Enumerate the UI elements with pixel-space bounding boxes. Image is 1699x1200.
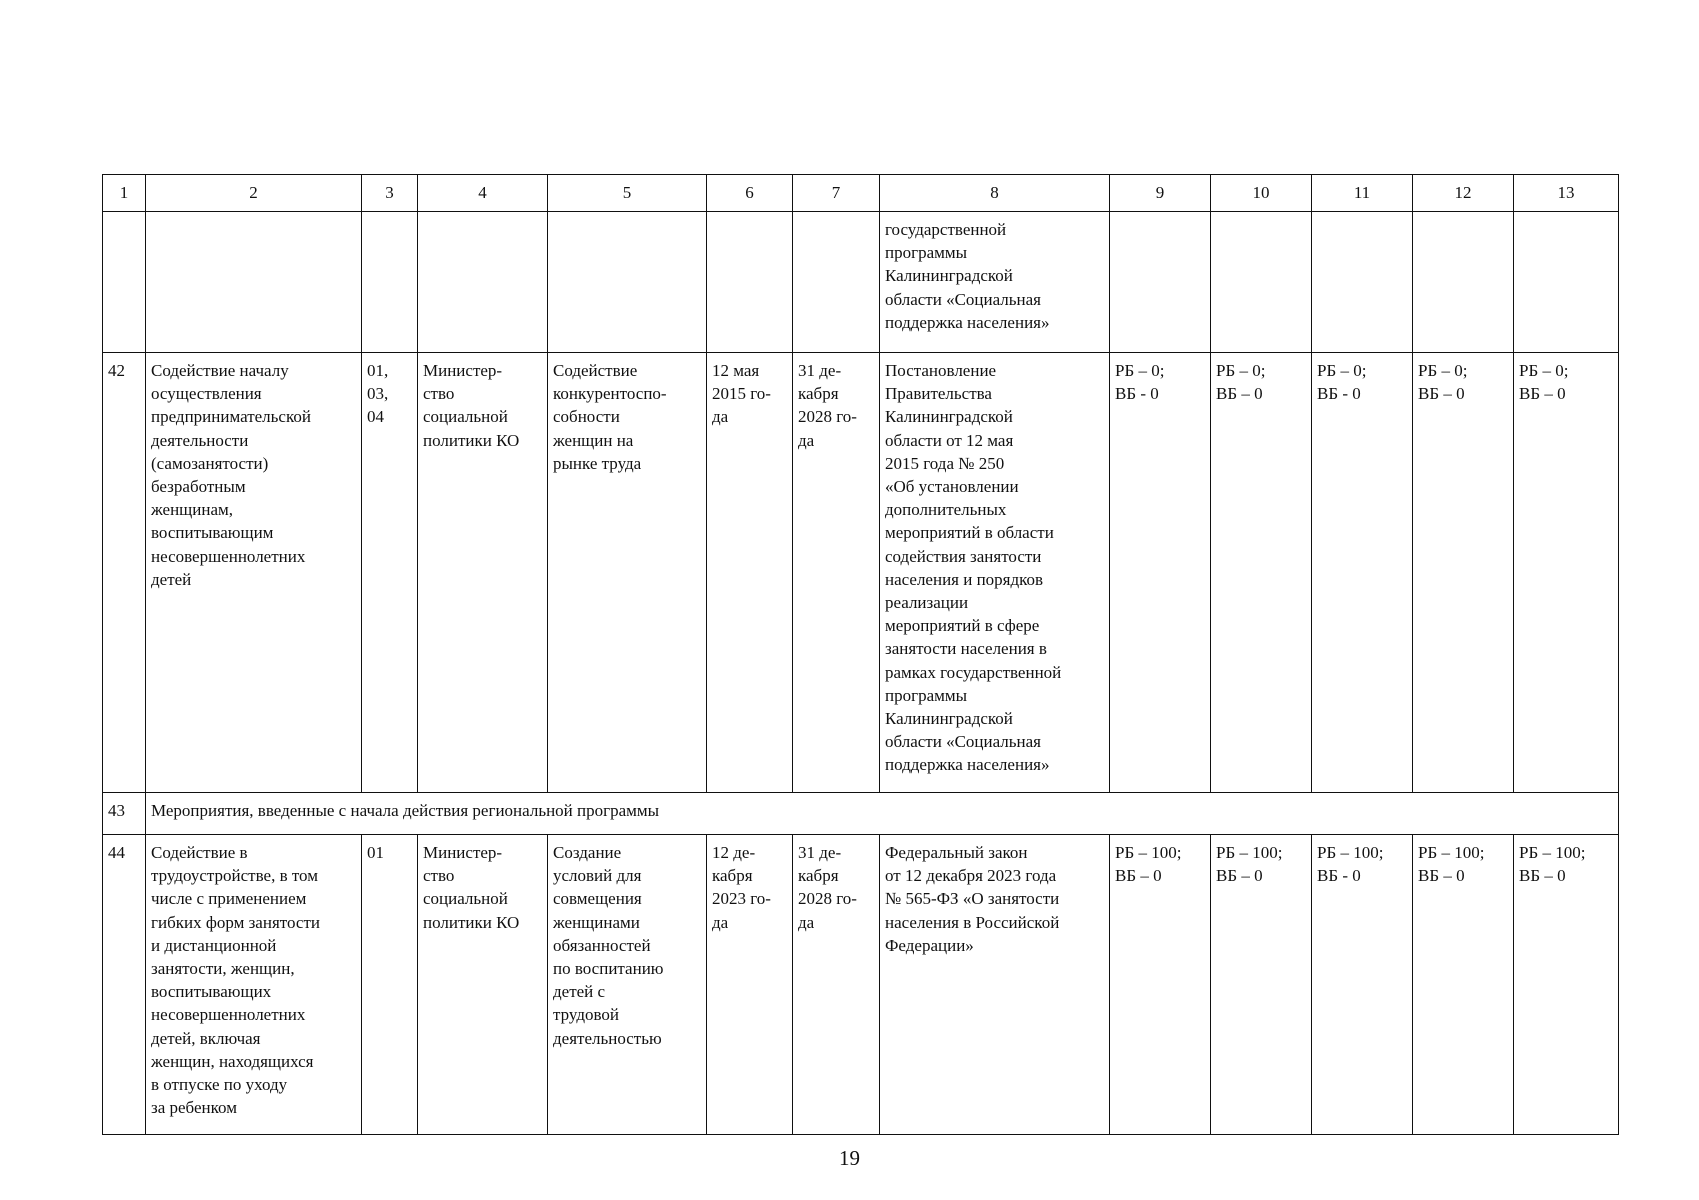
document-page — [102, 174, 1618, 1135]
cell-number: 44 — [103, 835, 146, 1135]
cell-start-date: 12 мая 2015 го- да — [707, 353, 793, 793]
col-header: 9 — [1110, 175, 1211, 212]
col-header: 13 — [1514, 175, 1619, 212]
measures-table — [102, 174, 1619, 1135]
cell-number: 43 — [103, 793, 146, 835]
cell-funding — [1514, 212, 1619, 353]
cell-end-date: 31 де- кабря 2028 го- да — [793, 353, 880, 793]
cell-legal-act: Постановление Правительства Калининградской области от 12 мая 2015 года № 250 «Об установлении дополнительных мероприятий в области содействия занятости населения и порядков реализации мероприятий в сфере занятости населения в рамках государственной программы Калининградской области «Социальная поддержка населения» — [880, 353, 1110, 793]
table-row — [103, 835, 1619, 1135]
cell-funding: РБ – 0; ВБ - 0 — [1110, 353, 1211, 793]
cell-code — [362, 212, 418, 353]
col-header: 3 — [362, 175, 418, 212]
col-header: 6 — [707, 175, 793, 212]
cell-funding — [1110, 212, 1211, 353]
cell-funding: РБ – 0; ВБ – 0 — [1514, 353, 1619, 793]
header-row — [103, 175, 1619, 212]
cell-funding: РБ – 100; ВБ – 0 — [1413, 835, 1514, 1135]
col-header: 2 — [146, 175, 362, 212]
cell-measure: Содействие началу осуществления предпринимательской деятельности (самозанятости) безработным женщинам, воспитывающим несовершеннолетних детей — [146, 353, 362, 793]
cell-code: 01 — [362, 835, 418, 1135]
col-header: 4 — [418, 175, 548, 212]
cell-funding: РБ – 0; ВБ – 0 — [1211, 353, 1312, 793]
col-header: 12 — [1413, 175, 1514, 212]
cell-goal: Создание условий для совмещения женщинами обязанностей по воспитанию детей с трудовой деятельностью — [548, 835, 707, 1135]
section-row — [103, 793, 1619, 835]
cell-funding: РБ – 100; ВБ - 0 — [1312, 835, 1413, 1135]
cell-legal-act: Федеральный закон от 12 декабря 2023 года № 565-ФЗ «О занятости населения в Российской Федерации» — [880, 835, 1110, 1135]
cell-funding: РБ – 100; ВБ – 0 — [1211, 835, 1312, 1135]
cell-goal: Содействие конкурентоспо- собности женщин на рынке труда — [548, 353, 707, 793]
section-title: Мероприятия, введенные с начала действия региональной программы — [146, 793, 1619, 835]
cell-funding: РБ – 0; ВБ – 0 — [1413, 353, 1514, 793]
cell-measure — [146, 212, 362, 353]
cell-number — [103, 212, 146, 353]
cell-executor: Министер- ство социальной политики КО — [418, 353, 548, 793]
cell-executor — [418, 212, 548, 353]
cell-start-date: 12 де- кабря 2023 го- да — [707, 835, 793, 1135]
page-number: 19 — [839, 1146, 860, 1170]
cell-measure: Содействие в трудоустройстве, в том числе с применением гибких форм занятости и дистанционной занятости, женщин, воспитывающих несовершеннолетних детей, включая женщин, находящихся в отпуске по уходу за ребенком — [146, 835, 362, 1135]
col-header: 11 — [1312, 175, 1413, 212]
col-header: 5 — [548, 175, 707, 212]
cell-end-date: 31 де- кабря 2028 го- да — [793, 835, 880, 1135]
cell-legal-act: государственной программы Калининградской области «Социальная поддержка населения» — [880, 212, 1110, 353]
cell-goal — [548, 212, 707, 353]
cell-funding: РБ – 0; ВБ - 0 — [1312, 353, 1413, 793]
table-row — [103, 353, 1619, 793]
cell-executor: Министер- ство социальной политики КО — [418, 835, 548, 1135]
cell-funding — [1312, 212, 1413, 353]
cell-funding — [1413, 212, 1514, 353]
cell-funding: РБ – 100; ВБ – 0 — [1110, 835, 1211, 1135]
col-header: 1 — [103, 175, 146, 212]
col-header: 7 — [793, 175, 880, 212]
cell-code: 01, 03, 04 — [362, 353, 418, 793]
col-header: 10 — [1211, 175, 1312, 212]
table-row-continuation — [103, 212, 1619, 353]
cell-start-date — [707, 212, 793, 353]
cell-number: 42 — [103, 353, 146, 793]
cell-end-date — [793, 212, 880, 353]
cell-funding: РБ – 100; ВБ – 0 — [1514, 835, 1619, 1135]
col-header: 8 — [880, 175, 1110, 212]
cell-funding — [1211, 212, 1312, 353]
